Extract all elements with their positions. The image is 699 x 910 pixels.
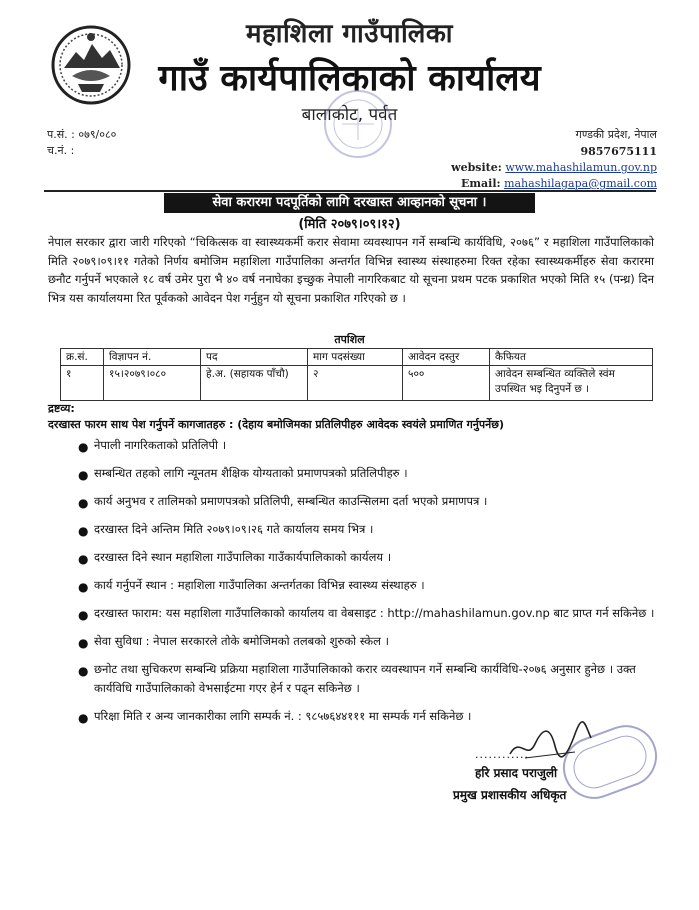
details-title: तपशिल (334, 333, 365, 346)
email-link[interactable]: mahashilagapa@gmail.com (504, 177, 657, 190)
letter-number: प.सं. : ०७९/०८० (47, 128, 117, 141)
documents-heading: दरखास्त फारम साथ पेश गर्नुपर्ने कागजातहरु : (देहाय बमोजिमका प्रतिलिपीहरु आवेदक स्वयंले प्रमाणित गर्नुपर्नेछ) (48, 418, 504, 431)
list-item: ● दरखास्त दिने स्थान महाशिला गाउँपालिका गाउँकार्यपालिकाको कार्यलय । (78, 548, 663, 567)
cell-remarks: आवेदन सम्बन्धित व्यक्तिले स्वंम उपस्थित भइ दिनुपर्ने छ । (490, 366, 653, 401)
col-serial: क्र.सं. (61, 349, 104, 366)
notice-body: नेपाल सरकार द्वारा जारी गरिएको “चिकित्सक वा स्वास्थ्यकर्मी करार सेवामा व्यवस्थापन गर्ने सम्बन्धि कार्यविधि, २०७६” र महाशिला गाउँपालिकाको मिति २०७९।०९।११ गतेको निर्णय बमोजिम महाशिला गाउँपालिका अन्तर्गत विभिन्न स्वास्थ्य संस्थाहरुमा रिक्त रहेका स्वास्थ्यकर्मीहरु सेवा करारमा छनौट गर्नुपर्ने भएकाले १८ वर्ष उमेर पुरा भै ४० वर्ष ननाघेका इच्छुक नेपाली नागरिकबाट यो सूचना प्रथम पटक प्रकाशित भएको मिति १५ (पन्ध्र) दिन भित्र यस कार्यालयमा रित पूर्वकको आवेदन पेश गर्नुहुन यो सूचना प्रकाशित गरिएको छ । (48, 235, 654, 305)
list-item: ● सेवा सुविधा : नेपाल सरकारले तोके बमोजिमको तलबको शुरुको स्केल । (78, 632, 663, 651)
bullet-icon: ● (78, 552, 89, 566)
cell-serial: १ (61, 366, 104, 401)
col-fee: आवेदन दस्तुर (403, 349, 490, 366)
list-item: ● दरखास्त फाराम: यस महाशिला गाउँपालिकाको कार्यालय वा वेबसाइट : http://mahashilamun.gov.np बाट प्राप्त गर्न सकिनेछ । (78, 604, 663, 623)
list-item: ● कार्य गर्नुपर्ने स्थान : महाशिला गाउँपालिका अन्तर्गतका विभिन्न स्वास्थ्य संस्थाहरु । (78, 576, 663, 595)
details-table (60, 348, 653, 401)
website-label: website: (451, 161, 502, 174)
bullet-icon: ● (78, 580, 89, 594)
bullet-icon: ● (78, 440, 89, 454)
list-item: ● नेपाली नागरिकताको प्रतिलिपी । (78, 436, 663, 455)
list-item: ● छनोट तथा सुचिकरण सम्बन्धि प्रक्रिया महाशिला गाउँपालिकाको करार व्यवस्थापन गर्ने सम्बन्धि कार्यविधि-२०७६ अनुसार हुनेछ । उक्त कार्यविधि गाउँपालिकाको वेभसाईटमा गएर हेर्न र पढ्न सकिनेछ । (78, 662, 636, 695)
list-item: ● दरखास्त दिने अन्तिम मिति २०७९।०९।२६ गते कार्यालय समय भित्र । (78, 520, 663, 539)
notice-date: (मिति २०७९।०९।१२) (298, 217, 401, 232)
bullet-icon: ● (78, 608, 89, 622)
signatory-title: प्रमुख प्रशासकीय अधिकृत (453, 788, 567, 802)
list-item: ● सम्बन्धित तहको लागि न्यूनतम शैक्षिक योग्यताको प्रमाणपत्रको प्रतिलिपीहरु । (78, 464, 663, 483)
requirements-list (78, 436, 663, 735)
bullet-icon: ● (78, 636, 89, 650)
header-divider (44, 190, 656, 192)
col-post: पद (201, 349, 308, 366)
phone-number: 9857675111 (580, 145, 657, 158)
col-remarks: कैफियत (490, 349, 653, 366)
list-item: ● कार्य अनुभव र तालिमको प्रमाणपत्रको प्रतिलिपी, सम्बन्धित काउन्सिलमा दर्ता भएको प्रमाणपत्र । (78, 492, 663, 511)
dispatch-number: च.नं. : (47, 144, 75, 157)
list-item: ● परिक्षा मिति र अन्य जानकारीका लागि सम्पर्क नं. : ९८५७६४४१११ मा सम्पर्क गर्न सकिनेछ । (78, 707, 663, 726)
province: गण्डकी प्रदेश, नेपाल (575, 128, 657, 141)
notice-title: सेवा करारमा पदपूर्तिको लागि दरखास्त आव्हानको सूचना । (164, 193, 535, 213)
email-label: Email: (460, 177, 501, 190)
website-line (451, 161, 657, 174)
bullet-icon: ● (78, 664, 89, 678)
bullet-icon: ● (78, 711, 89, 725)
email-line (461, 177, 657, 190)
col-ad-number: विज्ञापन नं. (104, 349, 201, 366)
cell-ad-number: १५।२०७९।०८० (104, 366, 201, 401)
table-header-row (61, 349, 653, 366)
col-positions: माग पदसंख्या (308, 349, 403, 366)
office-name: गाउँ कार्यपालिकाको कार्यालय (158, 58, 541, 99)
note-label: द्रष्टव्य: (48, 402, 75, 415)
cell-post: हे.अ. (सहायक पाँचौ) (201, 366, 308, 401)
cell-fee: ५०० (403, 366, 490, 401)
website-link[interactable]: www.mahashilamun.gov.np (505, 161, 657, 174)
office-location: बालाकोट, पर्वत (301, 105, 398, 125)
signatory-name: हरि प्रसाद पराजुली (475, 766, 558, 780)
signature-line: ............ (475, 748, 529, 761)
org-name: महाशिला गाउँपालिका (245, 19, 454, 49)
office-seal-stamp (322, 88, 394, 160)
bullet-icon: ● (78, 524, 89, 538)
cell-positions: २ (308, 366, 403, 401)
bullet-icon: ● (78, 496, 89, 510)
table-row (61, 366, 653, 401)
bullet-icon: ● (78, 468, 89, 482)
